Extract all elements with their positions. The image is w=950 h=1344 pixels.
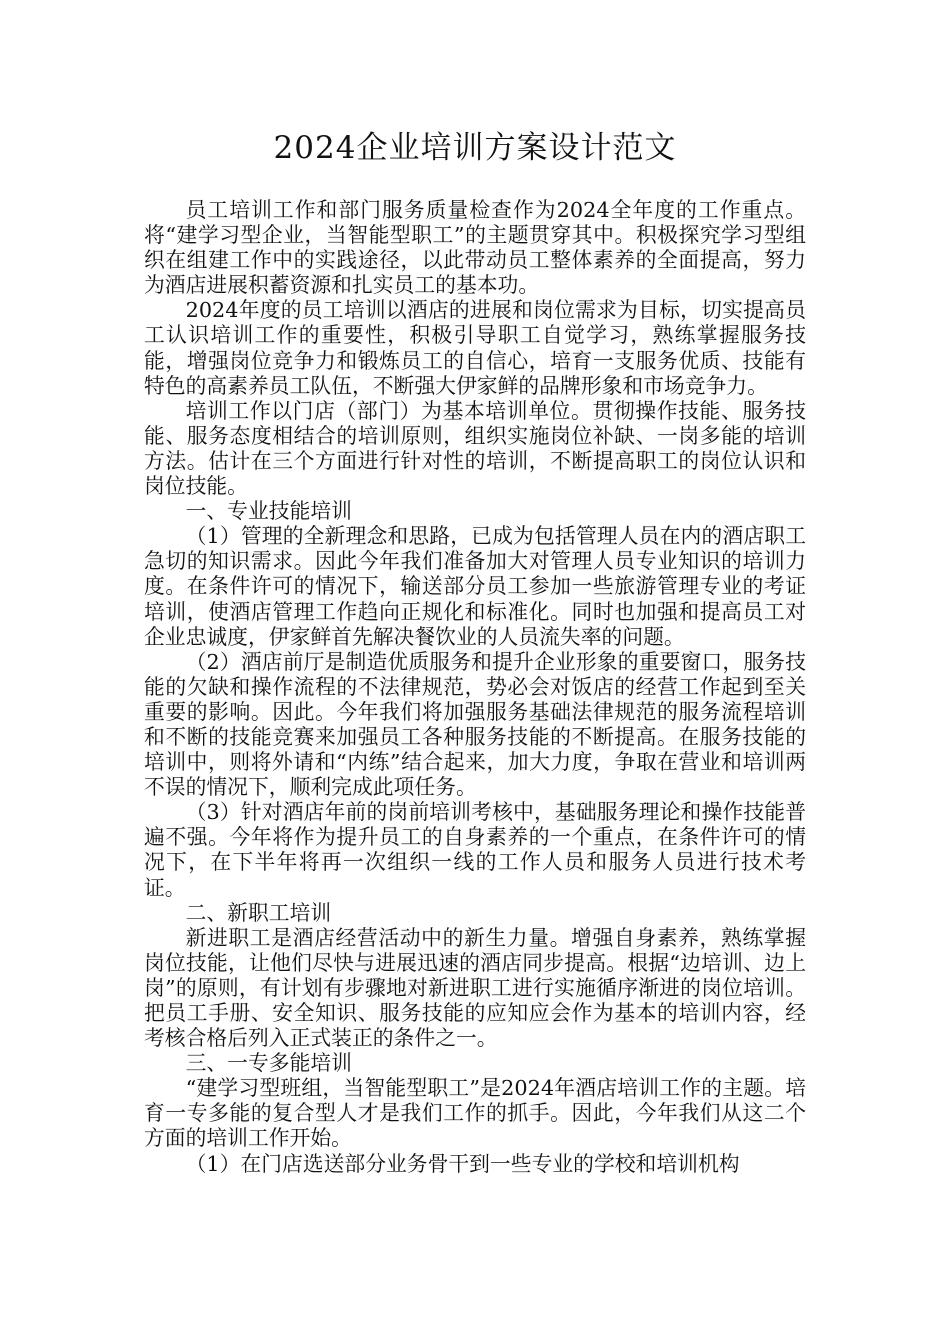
paragraph: 新进职工是酒店经营活动中的新生力量。增强自身素养，熟练掌握岗位技能，让他们尽快与进展迅速的酒店同步提高。根据“边培训、边上岗”的原则，有计划有步骤地对新进职工进行实施循序渐进的岗位培训。把员工手册、安全知识、服务技能的应知应会作为基本的培训内容，经考核合格后列入正式装正的条件之一。 xyxy=(144,925,806,1051)
paragraph: “建学习型班组，当智能型职工”是2024年酒店培训工作的主题。培育一专多能的复合型人才是我们工作的抓手。因此，今年我们从这二个方面的培训工作开始。 xyxy=(144,1076,806,1151)
document-title: 2024企业培训方案设计范文 xyxy=(273,130,677,166)
paragraph: （2）酒店前厅是制造优质服务和提升企业形象的重要窗口，服务技能的欠缺和操作流程的不法律规范，势必会对饭店的经营工作起到至关重要的影响。因此。今年我们将加强服务基础法律规范的服务流程培训和不断的技能竞赛来加强员工各种服务技能的不断提高。在服务技能的培训中，则将外请和“内练”结合起来，加大力度，争取在营业和培训两不误的情况下，顺利完成此项任务。 xyxy=(144,649,806,800)
section-heading: 二、新职工培训 xyxy=(185,900,332,925)
paragraph: （1）在门店选送部分业务骨干到一些专业的学校和培训机构 xyxy=(185,1151,740,1176)
document-page xyxy=(144,126,806,1177)
paragraph: 培训工作以门店（部门）为基本培训单位。贯彻操作技能、服务技能、服务态度相结合的培训原则，组织实施岗位补缺、一岗多能的培训方法。估计在三个方面进行针对性的培训，不断提高职工的岗位认识和岗位技能。 xyxy=(144,398,806,499)
section-heading: 一、专业技能培训 xyxy=(185,499,352,524)
paragraph: 2024年度的员工培训以酒店的进展和岗位需求为目标，切实提高员工认识培训工作的重要性，积极引导职工自觉学习，熟练掌握服务技能，增强岗位竞争力和锻炼员工的自信心，培育一支服务优质、技能有特色的高素养员工队伍，不断强大伊家鲜的品牌形象和市场竞争力。 xyxy=(144,298,806,398)
paragraph: （3）针对酒店年前的岗前培训考核中，基础服务理论和操作技能普遍不强。今年将作为提升员工的自身素养的一个重点，在条件许可的情况下，在下半年将再一次组织一线的工作人员和服务人员进行技术考证。 xyxy=(144,800,806,900)
paragraph: （1）管理的全新理念和思路，已成为包括管理人员在内的酒店职工急切的知识需求。因此今年我们准备加大对管理人员专业知识的培训力度。在条件许可的情况下，输送部分员工参加一些旅游管理专业的考证培训，使酒店管理工作趋向正规化和标准化。同时也加强和提高员工对企业忠诚度，伊家鲜首先解决餐饮业的人员流失率的问题。 xyxy=(144,524,806,649)
section-heading: 三、一专多能培训 xyxy=(185,1051,352,1076)
paragraph: 员工培训工作和部门服务质量检查作为2024全年度的工作重点。将“建学习型企业，当智能型职工”的主题贯穿其中。积极探究学习型组织在组建工作中的实践途径，以此带动员工整体素养的全面提高，努力为酒店进展积蓄资源和扎实员工的基本功。 xyxy=(144,198,806,298)
